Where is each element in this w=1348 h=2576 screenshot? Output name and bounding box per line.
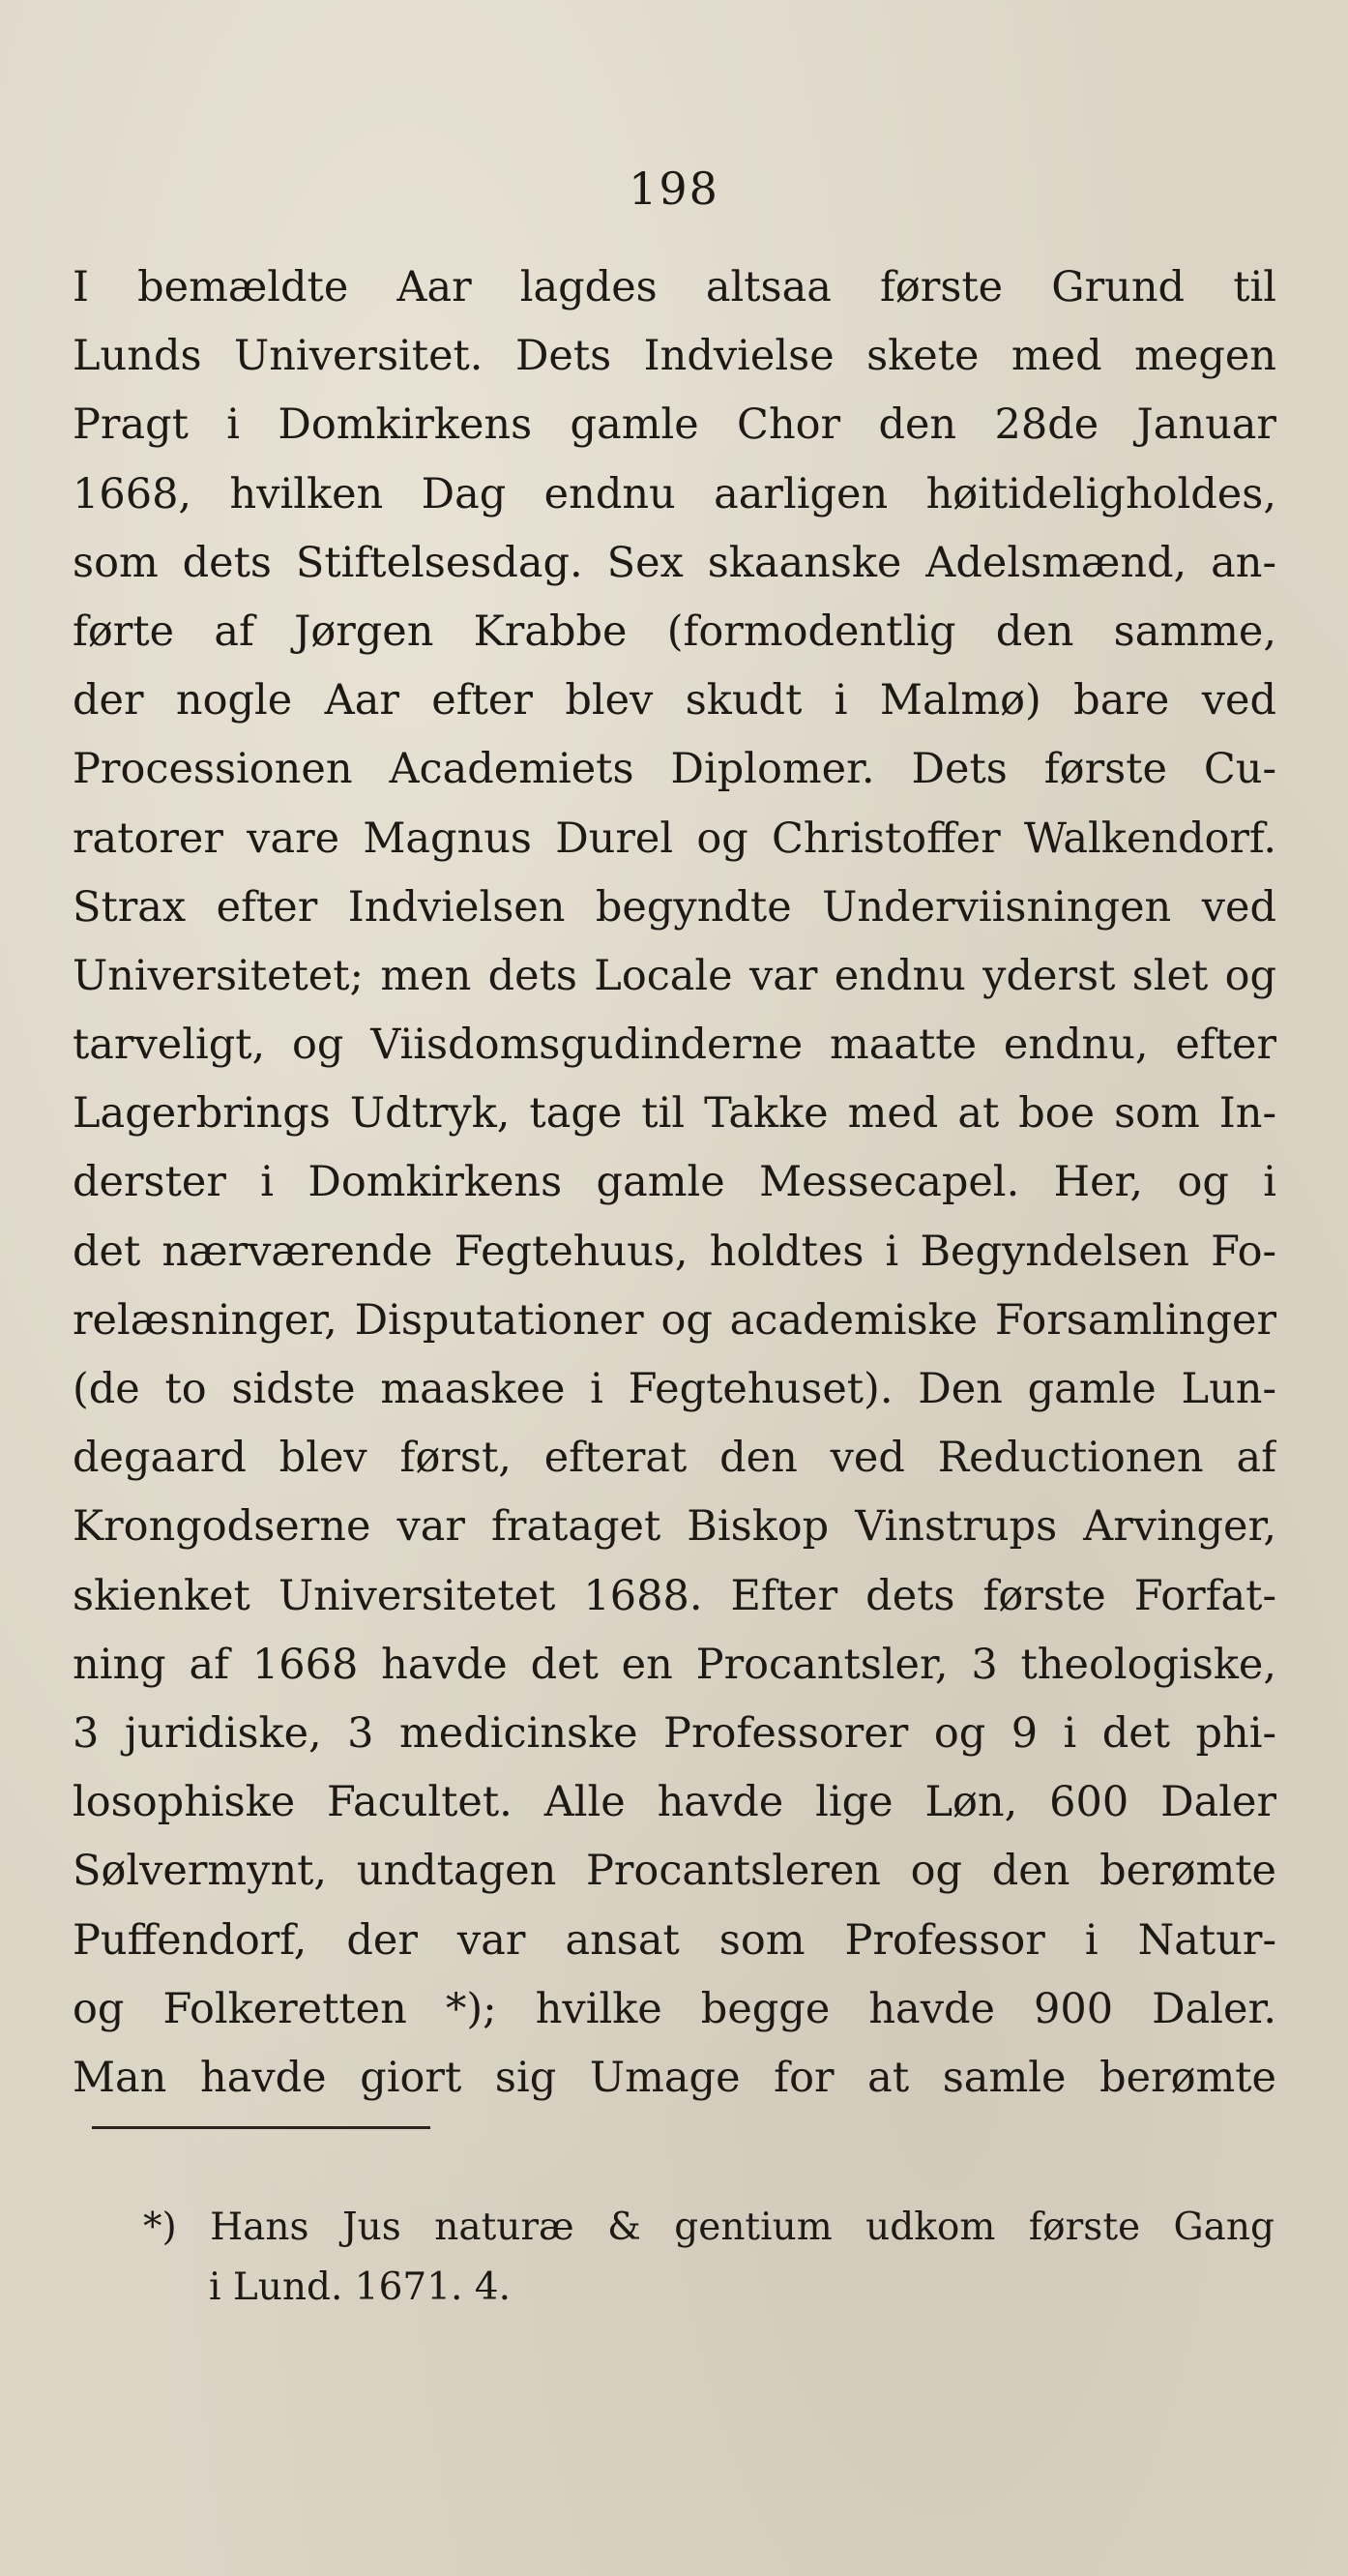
page-number: 198 xyxy=(629,163,719,215)
text-line: 3 juridiske, 3 medicinske Professorer og 9 i det phi- xyxy=(73,1708,1276,1758)
text-line: Processionen Academiets Diplomer. Dets første Cu- xyxy=(73,745,1276,794)
text-line: Lagerbrings Udtryk, tage til Takke med at boe som In- xyxy=(73,1089,1276,1139)
footnote xyxy=(143,2198,1275,2318)
text-line: degaard blev først, efterat den ved Reductionen af xyxy=(73,1434,1276,1483)
text-line: (de to sidste maaskee i Fegtehuset). Den gamle Lun- xyxy=(73,1365,1276,1413)
footnote-line: i Lund. 1671. 4. xyxy=(209,2265,512,2309)
text-line: Puffendorf, der var ansat som Professor i Natur- xyxy=(73,1915,1276,1965)
footnote-separator xyxy=(92,2126,430,2129)
body-text xyxy=(73,253,1276,2113)
text-line: relæsninger, Disputationer og academiske Forsamlinger xyxy=(73,1295,1276,1345)
text-line: det nærværende Fegtehuus, holdtes i Begyndelsen Fo- xyxy=(73,1227,1276,1276)
text-line: førte af Jørgen Krabbe (formodentlig den samme, xyxy=(73,607,1276,656)
text-line: Pragt i Domkirkens gamle Chor den 28de Januar xyxy=(73,400,1276,450)
text-line: ratorer vare Magnus Durel og Christoffer Walkendorf. xyxy=(73,814,1276,863)
text-line: losophiske Facultet. Alle havde lige Løn, 600 Daler xyxy=(73,1778,1276,1827)
text-line: Strax efter Indvielsen begyndte Underviisningen ved xyxy=(73,882,1276,932)
text-line: Krongodserne var frataget Biskop Vinstrups Arvinger, xyxy=(73,1502,1276,1552)
text-line: skienket Universitetet 1688. Efter dets første Forfat- xyxy=(73,1571,1276,1620)
text-line: og Folkeretten *); hvilke begge havde 900 Daler. xyxy=(73,1984,1276,2033)
text-line: derster i Domkirkens gamle Messecapel. Her, og i xyxy=(73,1158,1276,1207)
text-line: Sølvermynt, undtagen Procantsleren og den berømte xyxy=(73,1847,1276,1896)
footnote-line: *) Hans Jus naturæ & gentium udkom første Gang xyxy=(143,2206,1275,2249)
text-line: Man havde giort sig Umage for at samle berømte xyxy=(73,2053,1276,2102)
text-line: Universitetet; men dets Locale var endnu yderst slet og xyxy=(73,951,1276,1000)
text-line: der nogle Aar efter blev skudt i Malmø) bare ved xyxy=(73,676,1276,725)
text-line: som dets Stiftelsesdag. Sex skaanske Adelsmænd, an- xyxy=(73,538,1276,587)
text-line: ning af 1668 havde det en Procantsler, 3 theologiske, xyxy=(73,1640,1276,1689)
text-line: Lunds Universitet. Dets Indvielse skete med megen xyxy=(73,332,1276,381)
text-line: 1668, hvilken Dag endnu aarligen høitideligholdes, xyxy=(73,469,1276,518)
text-line: tarveligt, og Viisdomsgudinderne maatte endnu, efter xyxy=(73,1021,1276,1070)
text-line: I bemældte Aar lagdes altsaa første Grund til xyxy=(73,263,1276,311)
